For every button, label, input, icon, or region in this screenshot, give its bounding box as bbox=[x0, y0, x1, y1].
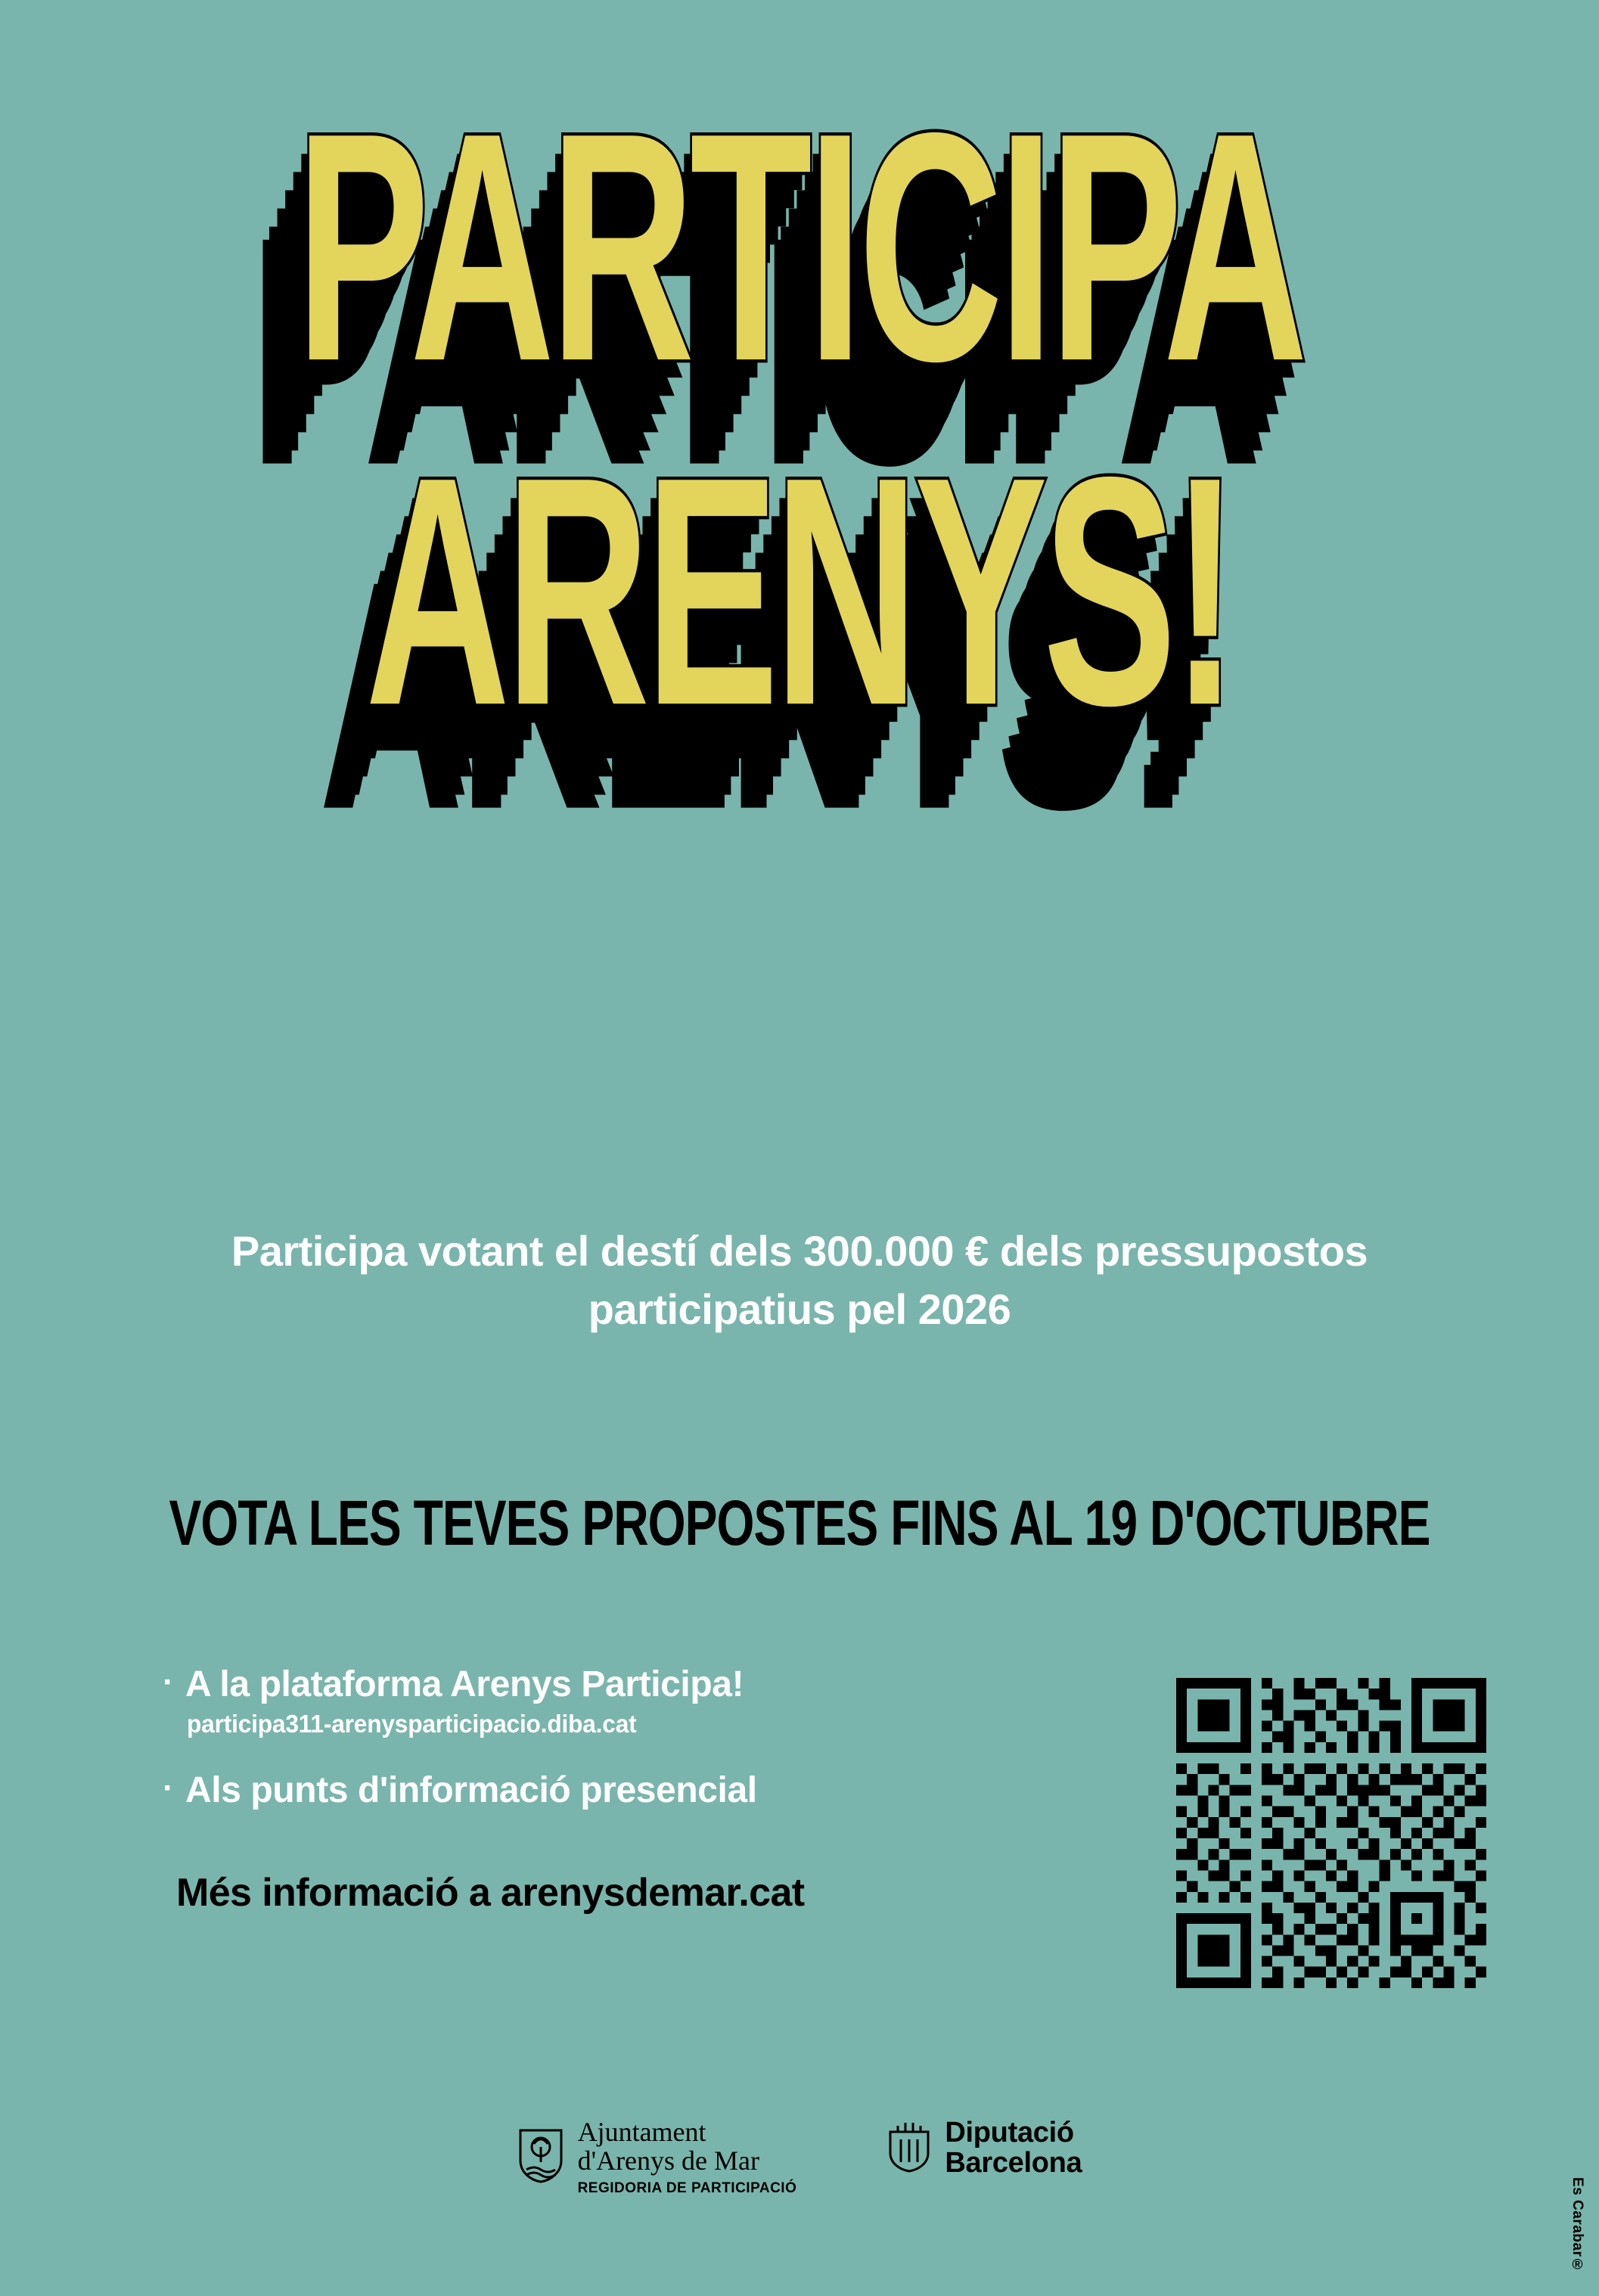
list-item-label: Als punts d'informació presencial bbox=[185, 1769, 757, 1810]
credit-text: Es Carabar® bbox=[1570, 2177, 1585, 2273]
logo-line-1: Diputació bbox=[945, 2117, 1074, 2148]
list-item bbox=[163, 1664, 1093, 1705]
logo-ajuntament-arenys-de-mar bbox=[517, 2118, 797, 2196]
logo-line-2: d'Arenys de Mar bbox=[577, 2145, 759, 2176]
logo-line-3: REGIDORIA DE PARTICIPACIÓ bbox=[577, 2179, 797, 2196]
headline-line-2: ARENYS! bbox=[365, 409, 1234, 773]
headline bbox=[0, 65, 1599, 773]
bullet-dot-icon: · bbox=[163, 1769, 174, 1807]
headline-line-1: PARTICIPA bbox=[296, 65, 1303, 429]
logo-ajuntament-text bbox=[578, 2118, 797, 2196]
platform-url[interactable]: participa311-arenysparticipacio.diba.cat bbox=[187, 1709, 637, 1738]
subtitle: Participa votant el destí dels 300.000 € dels pressupostos participatius pel 2026 bbox=[231, 1227, 1368, 1334]
logo-diputacio-text bbox=[945, 2118, 1082, 2179]
logo-line-2: Barcelona bbox=[945, 2146, 1082, 2179]
tree-shield-crest-icon bbox=[517, 2127, 564, 2187]
info-block bbox=[163, 1664, 1093, 1915]
footer-logos bbox=[0, 2118, 1599, 2196]
bullet-dot-icon: · bbox=[163, 1664, 174, 1701]
logo-line-1: Ajuntament bbox=[577, 2117, 706, 2147]
more-info-text: Més informació a arenysdemar.cat bbox=[176, 1870, 805, 1915]
list-item-label: A la plataforma Arenys Participa! bbox=[185, 1664, 744, 1704]
deadline-banner: VOTA LES TEVES PROPOSTES FINS AL 19 D'OCTUBRE bbox=[169, 1487, 1430, 1559]
qr-code[interactable] bbox=[1176, 1678, 1486, 1988]
logo-diputacio-barcelona bbox=[887, 2118, 1082, 2179]
diputacio-crest-icon bbox=[887, 2120, 931, 2176]
list-item bbox=[163, 1770, 1093, 1811]
